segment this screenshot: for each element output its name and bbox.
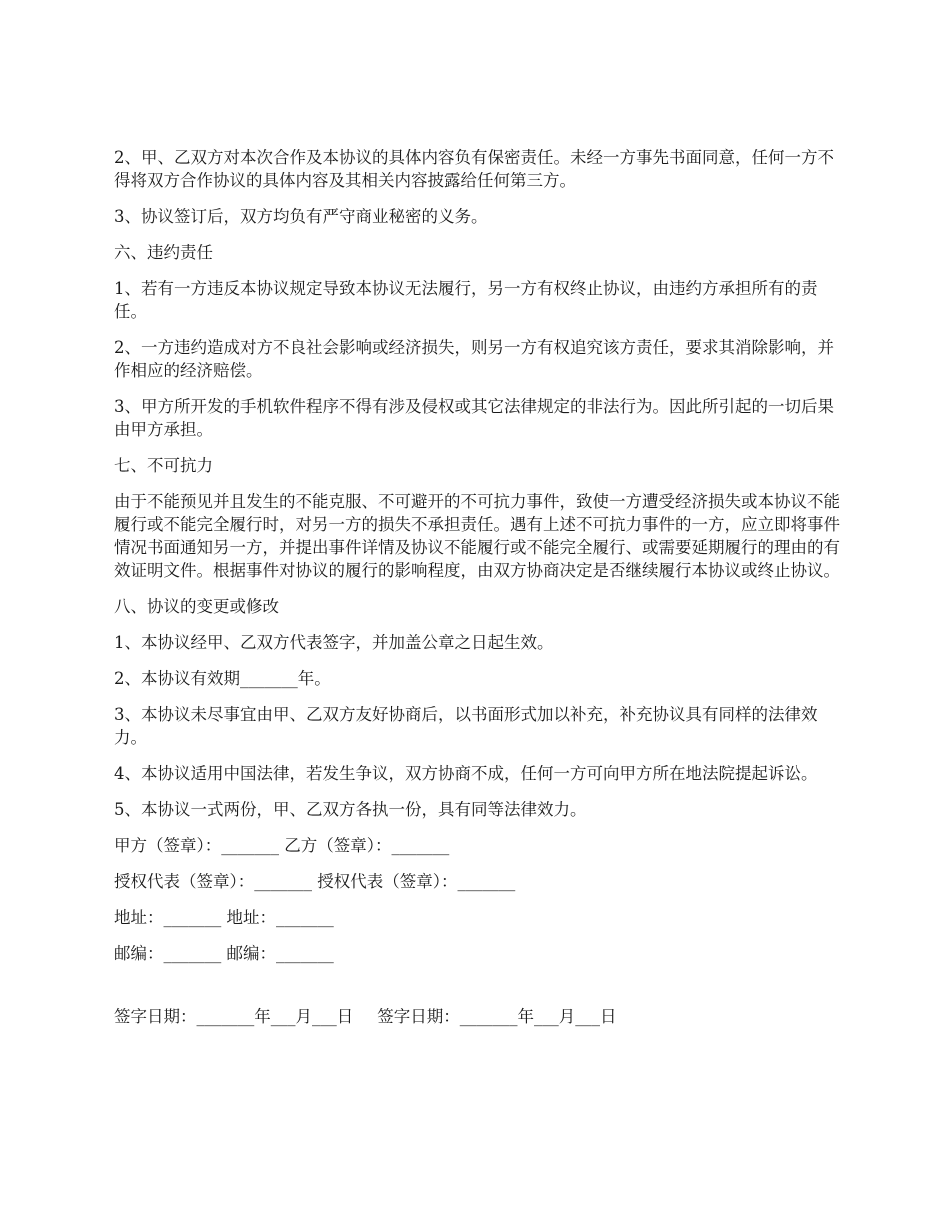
- signing-date-left: 签字日期：_______年___月___日: [114, 1007, 354, 1026]
- amendment-clause-5: 5、本协议一式两份，甲、乙双方各执一份，具有同等法律效力。: [114, 800, 587, 819]
- amendment-clause-4: 4、本协议适用中国法律，若发生争议，双方协商不成，任何一方可向甲方所在地法院提起诉讼。: [114, 764, 818, 783]
- signing-date-right: 签字日期：_______年___月___日: [377, 1007, 617, 1026]
- breach-clause-3: 3、甲方所开发的手机软件程序不得有涉及侵权或其它法律规定的非法行为。因此所引起的一切后果由甲方承担。: [114, 397, 834, 439]
- amendment-clause-1: 1、本协议经甲、乙双方代表签字，并加盖公章之日起生效。: [114, 633, 554, 652]
- party-signature-line: 甲方（签章）：_______ 乙方（签章）：_______: [114, 836, 450, 855]
- confidentiality-clause-3: 3、协议签订后，双方均负有严守商业秘密的义务。: [114, 207, 488, 226]
- signing-date-line: [114, 1005, 842, 1028]
- breach-clause-2: 2、一方违约造成对方不良社会影响或经济损失，则另一方有权追究该方责任，要求其消除影响，并作相应的经济赔偿。: [114, 338, 834, 380]
- document-page: [114, 146, 842, 1028]
- confidentiality-clause-2: 2、甲、乙双方对本次合作及本协议的具体内容负有保密责任。未经一方事先书面同意，任何一方不得将双方合作协议的具体内容及其相关内容披露给任何第三方。: [114, 148, 834, 190]
- contract-body: [114, 146, 842, 821]
- section-heading-force-majeure: 七、不可抗力: [114, 456, 213, 475]
- signature-block: [114, 834, 842, 965]
- amendment-clause-3: 3、本协议未尽事宜由甲、乙双方友好协商后，以书面形式加以补充，补充协议具有同样的法律效力。: [114, 705, 818, 747]
- section-heading-breach: 六、违约责任: [114, 243, 213, 262]
- amendment-clause-2: 2、本协议有效期_______年。: [114, 669, 331, 688]
- representative-signature-line: 授权代表（签章）：_______ 授权代表（签章）：_______: [114, 872, 516, 891]
- breach-clause-1: 1、若有一方违反本协议规定导致本协议无法履行，另一方有权终止协议，由违约方承担所有的责任。: [114, 279, 818, 321]
- address-line: 地址：_______ 地址：_______: [114, 908, 334, 927]
- postcode-line: 邮编：_______ 邮编：_______: [114, 944, 334, 963]
- force-majeure-clause: 由于不能预见并且发生的不能克服、不可避开的不可抗力事件，致使一方遭受经济损失或本协议不能履行或不能完全履行时，对另一方的损失不承担责任。遇有上述不可抗力事件的一方，应立即将事件情况书面通知另一方，并提出事件详情及协议不能履行或不能完全履行、或需要延期履行的理由的有效证明文件。根据事件对协议的履行的影响程度，由双方协商决定是否继续履行本协议或终止协议。: [114, 492, 840, 580]
- section-heading-amendment: 八、协议的变更或修改: [114, 597, 279, 616]
